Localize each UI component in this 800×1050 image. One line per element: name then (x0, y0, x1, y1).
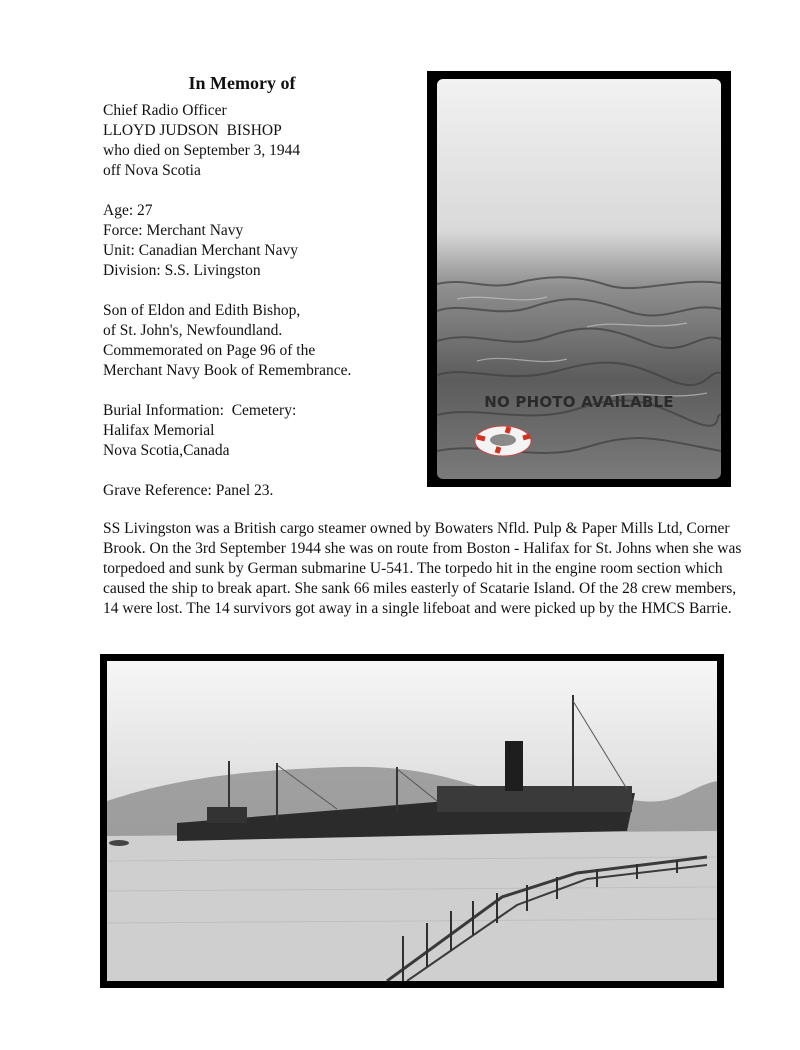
age-line: Age: 27 (103, 202, 153, 219)
portrait-frame (427, 71, 731, 487)
ss-livingston-photo (107, 661, 717, 981)
sea-placeholder-image (437, 79, 721, 479)
family-line-2: of St. John's, Newfoundland. (103, 322, 283, 339)
family-line-3: Commemorated on Page 96 of the (103, 342, 316, 359)
force-line: Force: Merchant Navy (103, 222, 244, 239)
division-line: Division: S.S. Livingston (103, 262, 261, 279)
name-line: LLOYD JUDSON BISHOP (103, 122, 282, 139)
burial-line-1: Burial Information: Cemetery: (103, 402, 297, 419)
family-line-4: Merchant Navy Book of Remembrance. (103, 362, 352, 379)
life-ring-icon (475, 426, 531, 456)
place-line: off Nova Scotia (103, 162, 201, 179)
family-line-1: Son of Eldon and Edith Bishop, (103, 302, 301, 319)
ship-photo-frame (100, 654, 724, 988)
memorial-details (103, 101, 423, 501)
ship-history-paragraph: SS Livingston was a British cargo steamer owned by Bowaters Nfld. Pulp & Paper Mills Ltd, Corner Brook. On the 3rd September 1944 she was on route from Boston - Halifax for St. Johns when she was torpedoed and sunk by German submarine U-541. The torpedo hit in the engine room section which caused the ship to break apart. She sank 66 miles easterly of Scatarie Island. Of the 28 crew members, 14 were lost. The 14 survivors got away in a single lifeboat and were picked up by the HMCS Barrie. (103, 520, 742, 617)
death-line: who died on September 3, 1944 (103, 142, 301, 159)
burial-line-3: Nova Scotia,Canada (103, 442, 230, 459)
grave-reference: Grave Reference: Panel 23. (103, 482, 274, 499)
no-photo-caption: NO PHOTO AVAILABLE (484, 393, 674, 411)
rank-line: Chief Radio Officer (103, 102, 227, 119)
burial-line-2: Halifax Memorial (103, 422, 215, 439)
unit-line: Unit: Canadian Merchant Navy (103, 242, 298, 259)
page-title: In Memory of (188, 73, 296, 93)
